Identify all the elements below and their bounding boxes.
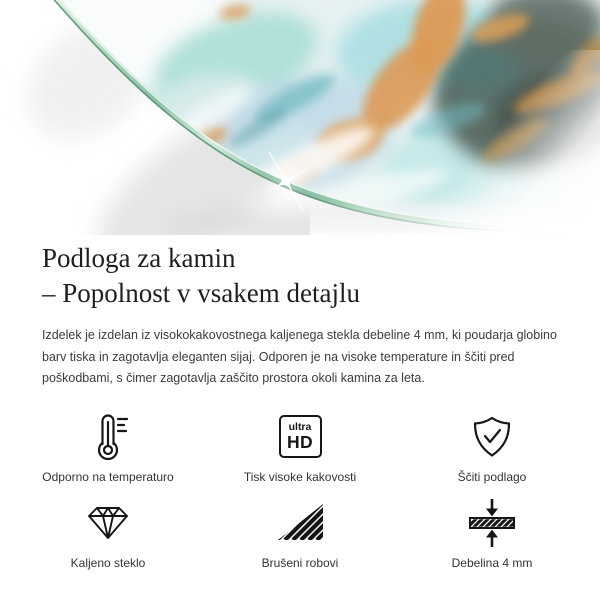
feature-label: Brušeni robovi	[261, 555, 339, 570]
feature-protection	[396, 410, 588, 484]
ultra-hd-icon	[270, 410, 330, 464]
ultra-hd-icon-text-top: ultra	[288, 421, 312, 433]
page-title-line2: – Popolnost v vsakem detajlu	[42, 278, 360, 308]
feature-tempered-glass	[12, 496, 204, 570]
thermometer-icon	[78, 410, 138, 464]
diamond-icon	[78, 496, 138, 550]
feature-thickness	[396, 496, 588, 570]
glass-panel-photo	[0, 0, 600, 235]
feature-label: Ščiti podlago	[457, 469, 527, 484]
feature-grid	[0, 410, 600, 570]
feature-temperature	[12, 410, 204, 484]
feature-label: Kaljeno steklo	[70, 555, 146, 570]
page-title	[42, 241, 600, 311]
feature-print-quality	[204, 410, 396, 484]
brushed-edges-icon	[270, 496, 330, 550]
feature-label: Tisk visoke kakovosti	[243, 469, 357, 484]
feature-label: Debelina 4 mm	[451, 555, 533, 570]
hero-section	[0, 0, 600, 235]
feature-label: Odporno na temperaturo	[42, 469, 174, 484]
thickness-icon	[462, 496, 522, 550]
feature-polished-edges	[204, 496, 396, 570]
product-description: Izdelek je izdelan iz visokokakovostnega kaljenega stekla debeline 4 mm, ki poudarja globino barv tiska in zagotavlja eleganten sijaj. Odporen je na visoke temperature in ščiti pred poškodbami, s čimer zagotavlja zaščito prostora okoli kamina za leta.	[42, 328, 557, 385]
ultra-hd-icon-text-bottom: HD	[287, 431, 313, 452]
shield-check-icon	[462, 410, 522, 464]
page-title-line1: Podloga za kamin	[42, 243, 236, 273]
